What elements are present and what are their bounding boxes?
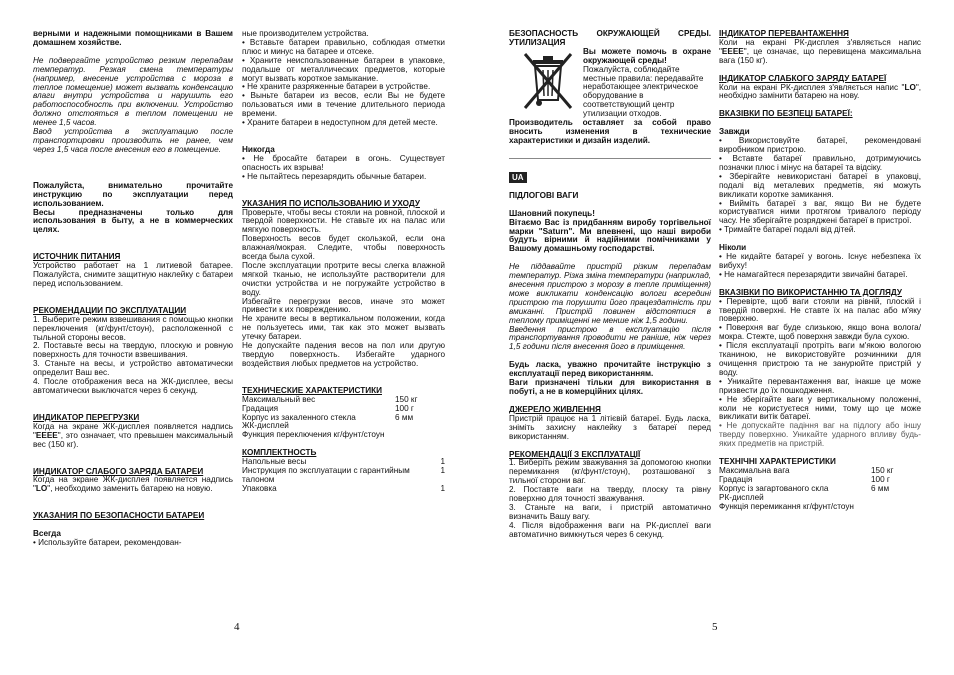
never-heading: Никогда — [242, 144, 275, 154]
use-care-4: Избегайте перегрузки весов, иначе это может привести к их повреждению. — [242, 296, 445, 315]
kit-table — [242, 458, 445, 494]
page-number-left: 4 — [234, 621, 240, 633]
language-badge-ua: UA — [509, 172, 527, 183]
eco-help: Вы можете помочь в охране окружающей среды! — [583, 46, 711, 65]
ua-use-4: • Уникайте перевантаження ваг, інакше це може призвести до їх пошкодження. — [719, 376, 921, 395]
always-heading: Всегда — [33, 529, 61, 539]
recommendation-4: 4. После отображения веса на ЖК-дисплее, весы автоматически выключатся через 6 секунд. — [33, 377, 233, 395]
always-item-1: • Используйте батареи, рекомендован- — [33, 538, 182, 548]
ua-spec-row: Максимальна вага 150 кг — [719, 465, 894, 475]
always-item-3: • Храните неиспользованные батареи в упаковке, подальше от металлических предметов, которые могут вызвать короткое замыкание. — [242, 55, 445, 83]
overload-indicator-text: Когда на экране ЖК-дисплея появляется надпись "EEEE", это означает, что превышен максимальный вес (150 кг). — [33, 421, 233, 449]
ua-use-6: • Не допускайте падіння ваг на підлогу або іншу тверду поверхню. Уникайте ударного впливу будь-яких предметів на пристрій. — [719, 421, 921, 449]
use-care-6: Не допускайте падения весов на пол или другую твердую поверхность. Избегайте ударного воздействия любых предметов на устройство. — [242, 341, 445, 368]
ua-power-heading: ДЖЕРЕЛО ЖИВЛЕННЯ — [509, 404, 601, 414]
always-item-5: • Выньте батареи из весов, если Вы не будете пользоваться ими в течение длительного периода времени. — [242, 91, 445, 119]
ua-use-5: • Не зберігайте ваги у вертикальному положенні, коли не користуєтеся ними, тому що це може викликати витік батареї. — [719, 394, 921, 422]
ua-always-3: • Зберігайте невикористані батареї в упаковці, подалі від металевих предметів, які можуть викликати коротке замикання. — [719, 171, 921, 199]
spec-row: Корпус из закаленного стекла 6 мм — [242, 412, 414, 422]
ua-spec-row: РК-дисплей — [719, 492, 764, 502]
power-source-heading: ИСТОЧНИК ПИТАНИЯ — [33, 252, 121, 262]
ua-always-heading: Завжди — [719, 127, 750, 137]
use-care-3: После эксплуатации протрите весы слегка влажной мягкой тканью, не используйте растворители для очистки устройства и не погружайте устройство в воду. — [242, 260, 445, 297]
low-battery-text: Когда на экране ЖК-дисплея появляется надпись "LO", необходимо заменить батарею на новую. — [33, 475, 233, 494]
spec-table — [242, 396, 445, 441]
always-item-6: • Храните батареи в недоступном для детей месте. — [242, 118, 438, 128]
recommendation-3: 3. Станьте на весы, и устройство автоматически определит Ваш вес. — [33, 359, 233, 378]
ua-spec-row: Корпус із загартованого скла 6 мм — [719, 483, 890, 493]
column-2 — [242, 30, 445, 494]
household-use-note: Весы предназначены только для использования в быту, а не в коммерческих целях. — [33, 207, 233, 235]
ua-spec-table — [719, 467, 921, 512]
kit-row: Упаковка 1 — [242, 483, 445, 493]
ua-temperature-warning: Не піддавайте пристрій різким перепадам температур. Різка зміна температури (наприклад, внесення пристрою з морозу в тепле приміщення) може викликати конденсацію вологи всередині пристрою та порушити його працездатність при вмиканні. Пристрій повинен відстоятися в теплому приміщенні не менше ніж 1,5 години. — [509, 262, 711, 325]
ua-read-instructions: Будь ласка, уважно прочитайте інструкцію з експлуатації перед використанням. — [509, 360, 711, 379]
ua-spec-heading: ТЕХНІЧНІ ХАРАКТЕРИСТИКИ — [719, 457, 836, 467]
low-battery-heading: ИНДИКАТОР СЛАБОГО ЗАРЯДА БАТАРЕИ — [33, 466, 204, 476]
ua-never-heading: Ніколи — [719, 243, 747, 253]
ua-spec-row: Градація 100 г — [719, 474, 890, 484]
temperature-warning: Не подвергайте устройство резким перепадам температур. Резкая смена температуры (например, внесение устройства с мороза в теплое помещение) может вызвать конденсацию влаги внутри устройства и нарушить его работоспособность при включении. Устройство должно отстояться в теплом помещении не менее 1,5 часов. — [33, 55, 233, 128]
ua-recommendations-heading: РЕКОМЕНДАЦІЇ З ЕКСПЛУАТАЦІЇ — [509, 449, 641, 459]
use-care-heading: УКАЗАНИЯ ПО ИСПОЛЬЗОВАНИЮ И УХОДУ — [242, 198, 420, 208]
spec-row: ЖК-дисплей — [242, 421, 289, 431]
use-care-1: Проверьте, чтобы весы стояли на ровной, плоской и твердой поверхности. Не ставьте их на палас или мягкую поверхность. — [242, 207, 445, 235]
ua-recommendation-2: 2. Поставте ваги на тверду, плоску та рівну поверхню для точності зважування. — [509, 485, 711, 504]
never-item-1: • Не бросайте батареи в огонь. Существует опасность их взрыва! — [242, 153, 445, 172]
ua-transport-warning: Введення пристрою в експлуатацію після транспортування проводити не раніше, ніж через 1,5 години після внесення його в приміщення. — [509, 324, 711, 352]
ua-never-2: • Не намагайтеся перезарядити звичайні батареї. — [719, 269, 908, 279]
ua-overload-heading: ІНДИКАТОР ПЕРЕВАНТАЖЕННЯ — [719, 29, 849, 38]
intro-bold: верными и надежными помощниками в Вашем домашнем хозяйстве. — [33, 29, 233, 47]
ua-use-care-heading: ВКАЗІВКИ ПО ВИКОРИСТАННЮ ТА ДОГЛЯДУ — [719, 287, 902, 297]
always-item-2: • Вставьте батареи правильно, соблюдая отметки плюс и минус на батарее и отсеке. — [242, 37, 445, 56]
ua-recommendation-4: 4. Після відображення ваги на РК-дисплеї ваги автоматично вимкнуться через 6 секунд. — [509, 520, 711, 539]
battery-safety-heading: УКАЗАНИЯ ПО БЕЗОПАСНОСТИ БАТАРЕИ — [33, 511, 205, 521]
ua-power-text: Пристрій працює на 1 літієвій батареї. Будь ласка, зніміть захисну наклейку з батареї перед використанням. — [509, 413, 711, 441]
column-3 — [509, 30, 711, 540]
ua-always-5: • Тримайте батареї подалі від дітей. — [719, 225, 856, 235]
ua-always-1: • Використовуйте батареї, рекомендовані виробником пристрою. — [719, 136, 921, 155]
ua-use-2: • Поверхня ваг буде слизькою, якщо вона волога/мокра. Стежте, щоб поверхня завжди була сухою. — [719, 323, 921, 342]
always-item-1-cont: ные производителем устройства. — [242, 29, 369, 38]
eco-text: Пожалуйста, соблюдайте местные правила: передавайте неработающее электрическое оборудование в соответствующий центр утилизации отходов. — [583, 64, 704, 119]
spec-heading: ТЕХНИЧЕСКИЕ ХАРАКТЕРИСТИКИ — [242, 385, 382, 395]
ua-use-3: • Після експлуатації протріть ваги м'якою вологою тканиною, не використовуйте розчинники для очищення пристрою та не занурюйте пристрій у воду. — [719, 341, 921, 377]
power-source-text: Устройство работает на 1 литиевой батарее. Пожалуйста, снимите защитную наклейку с батареи перед использованием. — [33, 261, 233, 288]
ua-always-4: • Вийміть батареї з ваг, якщо Ви не будете користуватися ними протягом тривалого періоду часу. Не зберігайте розряджені батареї в пристрої. — [719, 198, 921, 226]
overload-indicator-heading: ИНДИКАТОР ПЕРЕГРУЗКИ — [33, 412, 140, 422]
recommendation-2: 2. Поставьте весы на твердую, плоскую и ровную поверхность для точности взвешивания. — [33, 341, 233, 360]
read-instructions: Пожалуйста, внимательно прочитайте инструкцию по эксплуатации перед использованием. — [33, 180, 233, 208]
ua-low-battery-heading: ІНДИКАТОР СЛАБКОГО ЗАРЯДУ БАТАРЕЇ — [719, 73, 887, 83]
spec-row: Градация 100 г — [242, 403, 414, 413]
ua-recommendation-1: 1. Виберіть режим зважування за допомогою кнопки перемикання (кг/фунт/стоун), розташованої з тильної сторони ваг. — [509, 458, 711, 486]
spec-row: Функция переключения кг/фунт/стоун — [242, 430, 385, 440]
ua-overload-text: Коли на екрані РК-дисплея з'являється напис "EEEE", це означає, що перевищена максимальна вага (150 кг). — [719, 37, 921, 65]
ua-always-2: • Вставте батареї правильно, дотримуючись позначки плюс і мінус на батареї та відсіку. — [719, 153, 921, 172]
kit-heading: КОМПЛЕКТНОСТЬ — [242, 448, 317, 458]
column-1 — [33, 30, 233, 548]
ua-recommendation-3: 3. Станьте на ваги, і пристрій автоматично визначить Вашу вагу. — [509, 502, 711, 521]
ua-battery-safety-heading: ВКАЗІВКИ ПО БЕЗПЕЦІ БАТАРЕЇ: — [719, 109, 853, 119]
kit-row: Напольные весы 1 — [242, 457, 445, 467]
transport-warning: Ввод устройства в эксплуатацию после транспортировки производить не ранее, чем через 1,5 часа после внесения его в помещение. — [33, 127, 233, 154]
ua-greeting: Шановний покупець! — [509, 208, 595, 218]
ua-title: ПІДЛОГОВІ ВАГИ — [509, 190, 579, 200]
use-care-5: Не храните весы в вертикальном положении, когда не пользуетесь ими, так как это может вызвать утечку батареи. — [242, 314, 445, 342]
page-number-right: 5 — [712, 621, 718, 633]
ua-spec-row: Функція перемикання кг/фунт/стоун — [719, 501, 854, 511]
ua-household-use: Ваги призначені тільки для використання в побуті, а не в комерційних цілях. — [509, 378, 711, 396]
recommendation-1: 1. Выберите режим взвешивания с помощью кнопки переключения (кг/фунт/стоун), расположенной с тыльной стороны весов. — [33, 314, 233, 342]
crossed-bin-icon — [519, 50, 577, 114]
never-item-2: • Не пытайтесь перезарядить обычные батареи. — [242, 171, 427, 181]
always-item-4: • Не храните разряженные батареи в устройстве. — [242, 82, 431, 92]
ua-thanks: Вітаємо Вас із придбанням виробу торгівельної марки "Saturn". Ми впевнені, що наші вироби будуть вірними й надійними помічниками у Вашому домашньому господарстві. — [509, 217, 711, 254]
kit-row: Инструкция по эксплуатации с гарантийным талоном 1 — [242, 466, 445, 484]
ua-never-1: • Не кидайте батареї у вогонь. Існує небезпека їх вибуху! — [719, 252, 921, 270]
usage-recommendations-heading: РЕКОМЕНДАЦИИ ПО ЭКСПЛУАТАЦИИ — [33, 305, 187, 315]
spec-row: Максимальный вес 150 кг — [242, 394, 418, 404]
ua-low-battery-text: Коли на екрані РК-дисплея з'являється напис "LO", необхідно замінити батарею на нову. — [719, 82, 921, 101]
ua-use-1: • Перевірте, щоб ваги стояли на рівній, плоскій і твердій поверхні. Не ставте їх на палас або м'яку поверхню. — [719, 296, 921, 324]
manufacturer-note: Производитель оставляет за собой право вносить изменения в технические характеристики и дизайн изделий. — [509, 118, 711, 145]
eco-heading: БЕЗОПАСНОСТЬ ОКРУЖАЮЩЕЙ СРЕДЫ. УТИЛИЗАЦИЯ — [509, 29, 711, 47]
use-care-2: Поверхность весов будет скользкой, если она влажная/мокрая. Следите, чтобы поверхность всегда была сухой. — [242, 234, 445, 262]
column-4 — [719, 30, 921, 512]
